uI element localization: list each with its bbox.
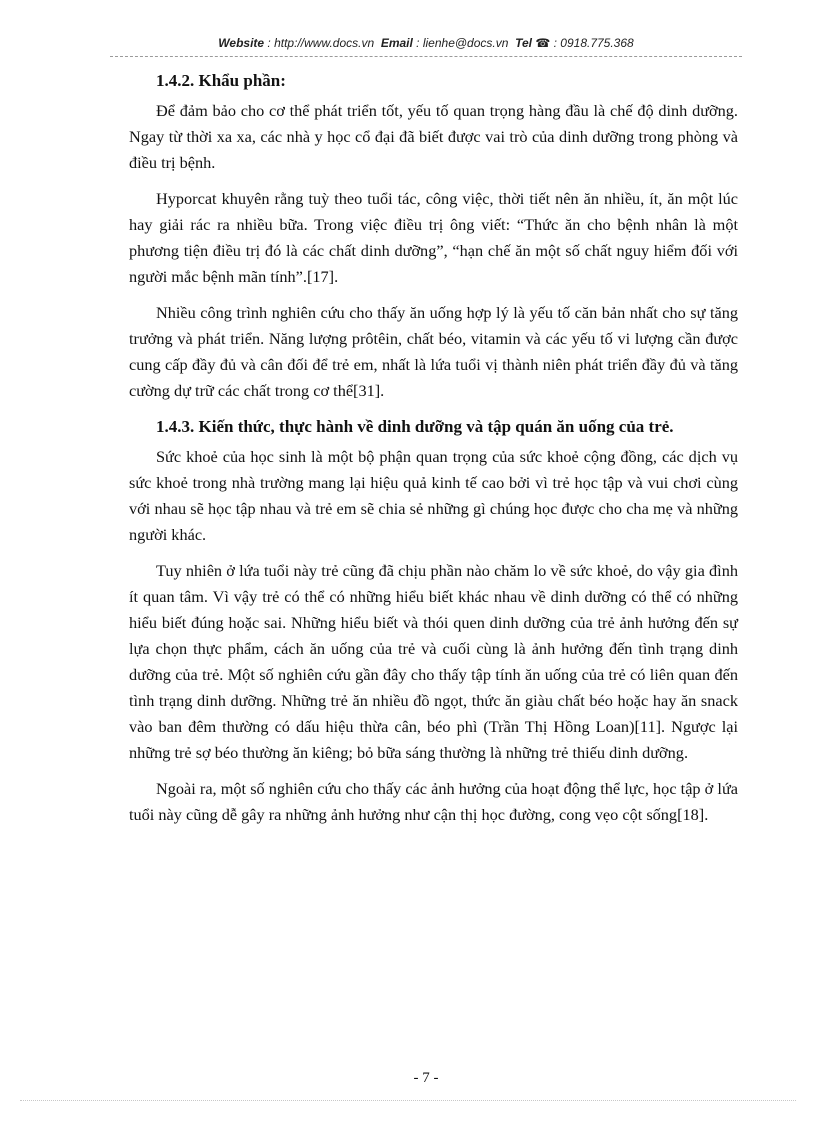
paragraph: Để đảm bảo cho cơ thể phát triển tốt, yếu tố quan trọng hàng đầu là chế độ dinh dưỡng. Ngay từ thời xa xa, các nhà y học cổ đại đã biết được vai trò của dinh dưỡng trong phòng và điều trị bệnh. xyxy=(129,101,738,172)
paragraph: Sức khoẻ của học sinh là một bộ phận quan trọng của sức khoẻ cộng đồng, các dịch vụ sức khoẻ trong nhà trường mang lại hiệu quả kinh tế cao bởi vì trẻ học tập và vui chơi cùng với nhau sẽ học tập nhau và trẻ em sẽ chia sẻ những gì chúng học được cho cha mẹ và những người khác. xyxy=(129,447,738,544)
document-body xyxy=(129,68,738,838)
paragraph: Nhiều công trình nghiên cứu cho thấy ăn uống hợp lý là yếu tố căn bản nhất cho sự tăng trưởng và phát triển. Năng lượng prôtêin, chất béo, vitamin và các yếu tố vi lượng cần được cung cấp đầy đủ và cân đối để trẻ em, nhất là lứa tuổi vị thành niên phát triển đầy đủ và tăng cường dự trữ các chất trong cơ thể[31]. xyxy=(129,303,738,400)
section-heading-khau-phan: 1.4.2. Khẩu phần: xyxy=(156,71,286,90)
footer-divider xyxy=(20,1100,796,1101)
paragraph: Tuy nhiên ở lứa tuổi này trẻ cũng đã chịu phần nào chăm lo về sức khoẻ, do vậy gia đình ít quan tâm. Vì vậy trẻ có thể có những hiểu biết khác nhau về dinh dưỡng có thể có những hiểu biết đúng hoặc sai. Những hiểu biết và thói quen dinh dưỡng của trẻ ảnh hưởng đến sự lựa chọn thực phẩm, cách ăn uống của trẻ và cuối cùng là ảnh hưởng đến tình trạng dinh dưỡng của trẻ. Một số nghiên cứu gần đây cho thấy tập tính ăn uống của trẻ có liên quan đến tình trạng dinh dưỡng. Những trẻ ăn nhiều đồ ngọt, thức ăn giàu chất béo hoặc hay ăn snack vào ban đêm thường có dấu hiệu thừa cân, béo phì (Trần Thị Hồng Loan)[11]. Ngược lại những trẻ sợ béo thường ăn kiêng; bỏ bữa sáng thường là những trẻ thiếu dinh dưỡng. xyxy=(129,561,738,762)
section-heading-kien-thuc: 1.4.3. Kiến thức, thực hành về dinh dưỡng và tập quán ăn uống của trẻ. xyxy=(156,417,674,436)
page-header xyxy=(110,36,742,50)
email-label: Email xyxy=(380,36,413,50)
tel-label: Tel xyxy=(515,36,532,50)
website-label: Website xyxy=(218,36,265,50)
website-value: : http://www.docs.vn xyxy=(267,36,375,50)
page-number: - 7 - xyxy=(413,1070,439,1086)
paragraph: Hyporcat khuyên rằng tuỳ theo tuổi tác, công việc, thời tiết nên ăn nhiều, ít, ăn một lúc hay giải rác ra nhiều bữa. Trong việc điều trị ông viết: “Thức ăn cho bệnh nhân là một phương tiện điều trị đó là các chất dinh dưỡng”, “hạn chế ăn một số chất nguy hiểm đối với người mắc bệnh mãn tính”.[17]. xyxy=(129,189,738,286)
phone-icon: ☎ xyxy=(535,36,551,50)
email-value: : lienhe@docs.vn xyxy=(416,36,509,50)
paragraph: Ngoài ra, một số nghiên cứu cho thấy các ảnh hưởng của hoạt động thể lực, học tập ở lứa tuổi này cũng dễ gây ra những ảnh hưởng như cận thị học đường, cong vẹo cột sống[18]. xyxy=(129,779,738,824)
header-divider xyxy=(110,56,742,57)
tel-value: : 0918.775.368 xyxy=(553,36,634,50)
